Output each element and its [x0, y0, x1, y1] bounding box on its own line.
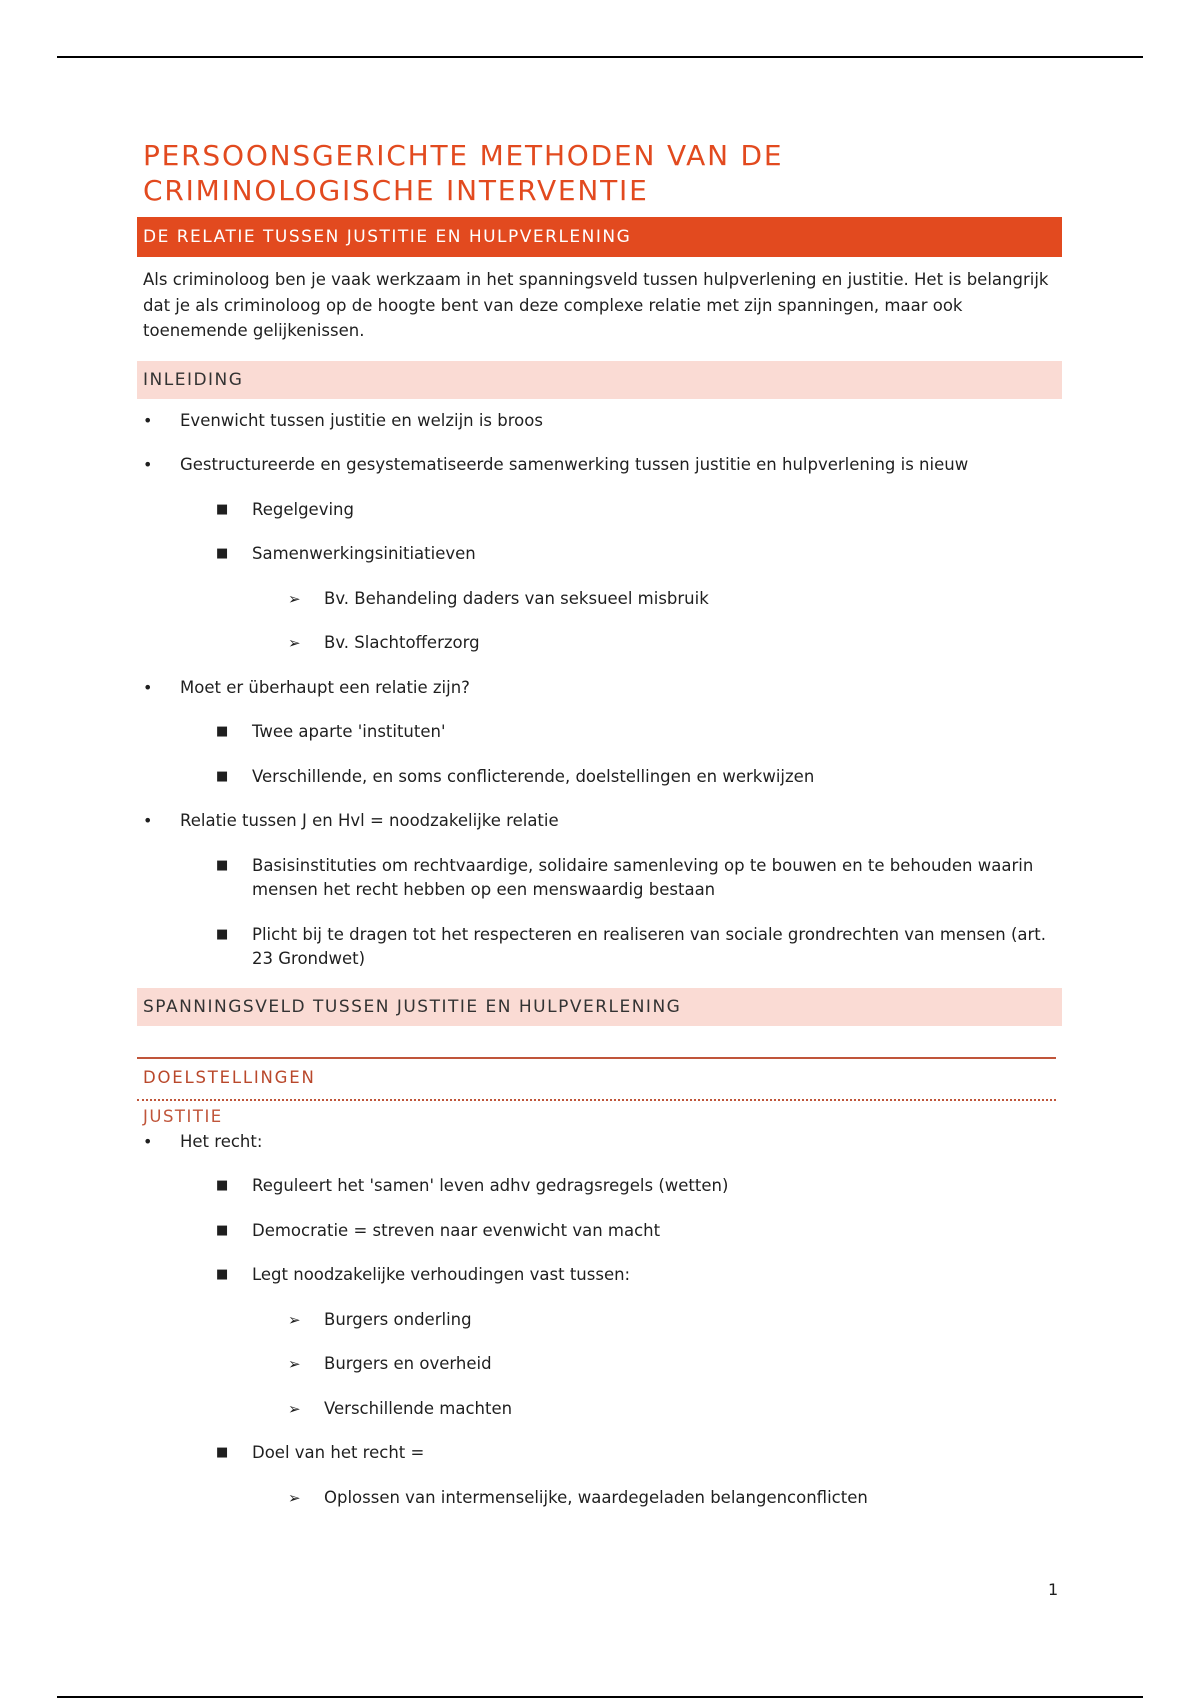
list-item: ■ Twee aparte 'instituten': [137, 720, 1062, 745]
list-item: • Gestructureerde en gesystematiseerde samenwerking tussen justitie en hulpverlening is nieuw: [137, 453, 1062, 478]
bullet-arrow-icon: ➢: [288, 589, 301, 608]
bullet-square-icon: ■: [216, 724, 229, 739]
page-number: 1: [1048, 1580, 1059, 1599]
page-top-rule: [57, 56, 1143, 58]
list-item: ■ Legt noodzakelijke verhoudingen vast tussen:: [137, 1263, 1062, 1288]
bullet-dot-icon: •: [143, 677, 153, 697]
list-item: ■ Basisinstituties om rechtvaardige, solidaire samenleving op te bouwen en te behouden waarin mensen het recht hebben op een menswaardig bestaan: [216, 855, 1034, 899]
bullet-square-icon: ■: [216, 768, 229, 784]
intro-paragraph: Als criminoloog ben je vaak werkzaam in het spanningsveld tussen hulpverlening en justitie. Het is belangrijk dat je als criminoloog op de hoogte bent van deze complexe relatie met zijn spanningen, maar ook toenemende gelijkenissen.: [143, 270, 1049, 340]
bullet-arrow-icon: ➢: [288, 1355, 301, 1373]
list-item: ■ Doel van het recht =: [137, 1441, 1062, 1466]
list-item: ➢ Bv. Slachtofferzorg: [137, 631, 1062, 656]
page-bottom-rule: [57, 1696, 1143, 1698]
list-item: ■ Plicht bij te dragen tot het respecteren en realiseren van sociale grondrechten van mensen (art. 23 Grondwet): [216, 924, 1047, 968]
section-heading: DE RELATIE TUSSEN JUSTITIE EN HULPVERLENING: [137, 217, 1062, 257]
bullet-arrow-icon: ➢: [288, 1488, 301, 1507]
document-title: PERSOONSGERICHTE METHODEN VAN DE CRIMINOLOGISCHE INTERVENTIE: [143, 139, 784, 207]
bullet-square-icon: ■: [216, 1445, 229, 1460]
bullet-square-icon: ■: [216, 1267, 229, 1282]
doelstellingen-heading: DOELSTELLINGEN: [137, 1057, 1056, 1087]
bullet-dot-icon: •: [143, 1131, 153, 1151]
spanningsveld-heading: SPANNINGSVELD TUSSEN JUSTITIE EN HULPVERLENING: [137, 988, 1062, 1026]
list-item: ➢ Burgers en overheid: [137, 1352, 1062, 1377]
dotted-divider: [137, 1099, 1056, 1101]
list-item: ■ Samenwerkingsinitiatieven: [137, 542, 1062, 567]
bullet-dot-icon: •: [143, 811, 153, 830]
bullet-dot-icon: •: [143, 455, 153, 474]
bullet-square-icon: ■: [216, 1222, 229, 1238]
list-item: • Evenwicht tussen justitie en welzijn is broos: [137, 409, 1062, 434]
justitie-heading: JUSTITIE: [143, 1106, 223, 1126]
list-item: • Relatie tussen J en Hvl = noodzakelijke relatie: [137, 809, 1062, 834]
bullet-arrow-icon: ➢: [288, 634, 301, 652]
justitie-list: [137, 1130, 1062, 1511]
list-item: ■ Verschillende, en soms conflicterende, doelstellingen en werkwijzen: [137, 765, 1062, 790]
bullet-square-icon: ■: [216, 926, 229, 942]
list-item: ➢ Burgers onderling: [137, 1308, 1062, 1333]
list-item: ■ Reguleert het 'samen' leven adhv gedragsregels (wetten): [137, 1174, 1062, 1199]
bullet-dot-icon: •: [143, 410, 153, 430]
list-item: • Moet er überhaupt een relatie zijn?: [137, 676, 1062, 701]
bullet-arrow-icon: ➢: [288, 1399, 301, 1418]
inleiding-list: [137, 409, 1062, 972]
list-item: ➢ Oplossen van intermenselijke, waardegeladen belangenconflicten: [137, 1486, 1062, 1511]
bullet-square-icon: ■: [216, 857, 229, 873]
list-item: ■ Regelgeving: [137, 498, 1062, 523]
bullet-square-icon: ■: [216, 1178, 229, 1193]
list-item: • Het recht:: [137, 1130, 1062, 1155]
bullet-square-icon: ■: [216, 546, 229, 561]
list-item: ➢ Verschillende machten: [137, 1397, 1062, 1422]
bullet-square-icon: ■: [216, 501, 229, 517]
document-body: [137, 138, 1062, 1510]
bullet-arrow-icon: ➢: [288, 1310, 301, 1329]
list-item: ■ Democratie = streven naar evenwicht van macht: [137, 1219, 1062, 1244]
list-item: ➢ Bv. Behandeling daders van seksueel misbruik: [137, 587, 1062, 612]
inleiding-heading: INLEIDING: [137, 361, 1062, 399]
